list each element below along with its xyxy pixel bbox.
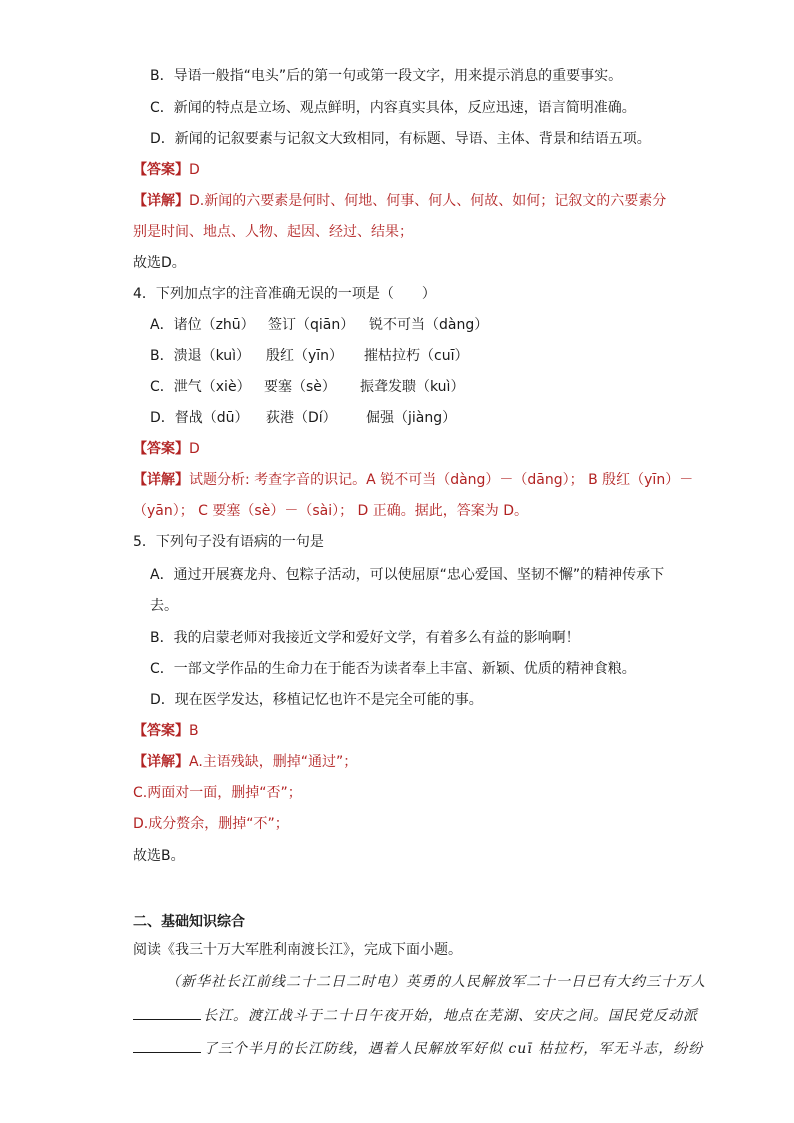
q5-stem: 5．下列句子没有语病的一句是: [133, 534, 324, 550]
answer-value: D: [189, 162, 200, 178]
detail-text: 试题分析: 考查字音的识记。A 锐不可当（dàng）－（dāng）； B 殷红（yīn）－: [189, 472, 694, 488]
section-instruction: 阅读《我三十万大军胜利南渡长江》，完成下面小题。: [133, 942, 462, 958]
q4-option-c: C．泄气（xiè）: [150, 379, 251, 395]
answer-label: 【答案】: [133, 723, 189, 739]
q5-detail-line-3: D.成分赘余，删掉“不”；: [133, 816, 289, 832]
answer-value: D: [189, 441, 200, 457]
q4-detail-line-2: （yān）； C 要塞（sè）－（sài）； D 正确。据此，答案为 D。: [133, 503, 528, 519]
answer-label: 【答案】: [133, 441, 189, 457]
detail-label: 【详解】: [133, 193, 189, 209]
fill-blank[interactable]: [133, 1005, 201, 1020]
q4-option-d: D．督战（dū）: [150, 410, 249, 426]
q3-option-d: D．新闻的记叙要素与记叙文大致相同，有标题、导语、主体、背景和结语五项。: [150, 131, 651, 147]
q3-answer: [133, 160, 200, 180]
passage-line-3: [133, 1038, 703, 1059]
passage-text: 了三个半月的长江防线，遇着人民解放军好似 cuī 枯拉朽，军无斗志，纷纷: [203, 1041, 704, 1057]
q3-option-c: C．新闻的特点是立场、观点鲜明，内容真实具体，反应迅速，语言简明准确。: [150, 100, 636, 116]
q4-option-a-3: 锐不可当（dàng）: [369, 317, 489, 333]
q4-option-a-2: 签订（qiān）: [268, 317, 355, 333]
q4-stem: 4．下列加点字的注音准确无误的一项是（ ）: [133, 286, 436, 302]
q3-detail-line-2: 别是时间、地点、人物、起因、经过、结果；: [133, 224, 413, 240]
q4-option-d-2: 荻港（Dí）: [266, 410, 337, 426]
q3-detail-line-1: [133, 191, 666, 211]
q5-option-c: C．一部文学作品的生命力在于能否为读者奉上丰富、新颖、优质的精神食粮。: [150, 661, 636, 677]
answer-value: B: [189, 723, 199, 739]
q5-conclusion: 故选B。: [133, 848, 185, 864]
passage-line-1: （新华社长江前线二十二日二时电）英勇的人民解放军二十一日已有大约三十万人: [166, 974, 706, 990]
q3-conclusion: 故选D。: [133, 255, 186, 271]
option-item: A．诸位（zhū）: [150, 317, 255, 333]
detail-label: 【详解】: [133, 472, 189, 488]
q4-option-a: [150, 315, 255, 335]
detail-text: A.主语残缺，删掉“通过”；: [189, 754, 358, 770]
fill-blank[interactable]: [133, 1038, 201, 1053]
q4-option-c-3: 振聋发聩（kuì）: [360, 379, 465, 395]
q5-option-d: D．现在医学发达，移植记忆也许不是完全可能的事。: [150, 692, 483, 708]
q5-detail-line-2: C.两面对一面，删掉“否”；: [133, 785, 302, 801]
q4-option-d-3: 倔强（jiàng）: [366, 410, 457, 426]
passage-line-2: [133, 1005, 698, 1026]
q4-detail-line-1: [133, 470, 693, 490]
q4-option-b-3: 摧枯拉朽（cuī）: [364, 348, 469, 364]
q3-option-b: B．导语一般指“电头”后的第一句或第一段文字，用来提示消息的重要事实。: [150, 68, 623, 84]
answer-label: 【答案】: [133, 162, 189, 178]
detail-label: 【详解】: [133, 754, 189, 770]
q5-answer: [133, 721, 199, 741]
q4-option-b: B．溃退（kuì）: [150, 348, 251, 364]
q5-detail-line-1: [133, 752, 357, 772]
q4-option-c-2: 要塞（sè）: [264, 379, 336, 395]
q5-option-b: B．我的启蒙老师对我接近文学和爱好文学，有着多么有益的影响啊！: [150, 630, 580, 646]
q4-answer: [133, 439, 200, 459]
q5-option-a-line-2: 去。: [150, 598, 178, 614]
passage-text: 长江。渡江战斗于二十日午夜开始，地点在芜湖、安庆之间。国民党反动派: [203, 1008, 698, 1024]
q4-option-b-2: 殷红（yīn）: [266, 348, 344, 364]
q5-option-a-line-1: A．通过开展赛龙舟、包粽子活动，可以使屈原“忠心爱国、坚韧不懈”的精神传承下: [150, 567, 665, 583]
section-title: 二、基础知识综合: [133, 914, 245, 930]
detail-text: D.新闻的六要素是何时、何地、何事、何人、何故、如何；记叙文的六要素分: [189, 193, 667, 209]
